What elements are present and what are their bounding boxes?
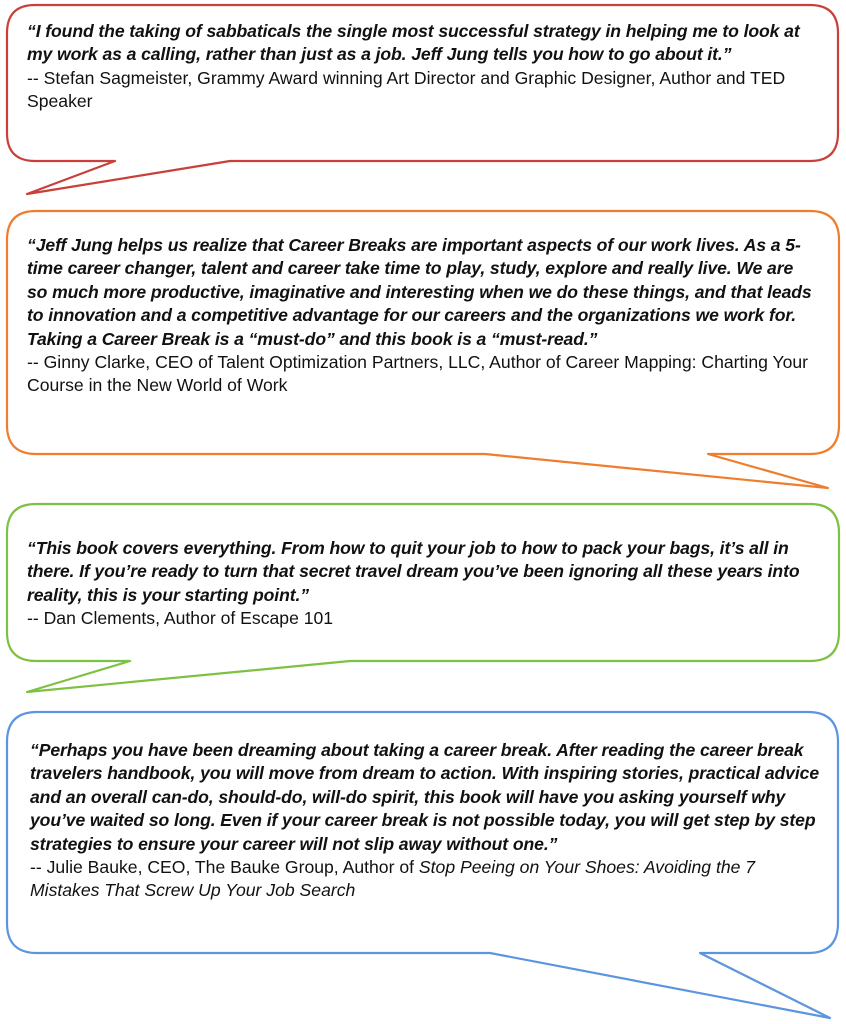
testimonial-2: [27, 234, 817, 398]
testimonial-quote: “This book covers everything. From how to quit your job to how to pack your bags, it’s all in there. If you’re ready to turn that secret travel dream you’ve been ignoring all these years into reality, this is your starting point.”: [27, 538, 800, 605]
testimonial-attribution: [27, 67, 817, 114]
testimonial-1: [27, 20, 817, 114]
testimonial-attribution: [30, 856, 822, 903]
attribution-text: -- Stefan Sagmeister, Grammy Award winning Art Director and Graphic Designer, Author and TED Speaker: [27, 67, 786, 112]
testimonial-attribution: [27, 351, 817, 398]
testimonial-attribution: [27, 607, 817, 630]
attribution-text: -- Ginny Clarke, CEO of Talent Optimization Partners, LLC, Author of Career Mapping: Charting Your Course in the New World of Work: [27, 352, 809, 396]
testimonial-3: [27, 537, 817, 631]
testimonial-quote: “I found the taking of sabbaticals the single most successful strategy in helping me to look at my work as a calling, rather than just as a job. Jeff Jung tells you how to go about it.”: [27, 21, 800, 65]
testimonial-quote: “Jeff Jung helps us realize that Career Breaks are important aspects of our work lives. As a 5-time career changer, talent and career take time to play, study, explore and really live. We are so much more productive, imaginative and interesting when we do these things, and that leads to innovation and a competitive advantage for our careers and the organizations we work for. Taking a Career Break is a “must-do” and this book is a “must-read.”: [27, 235, 812, 349]
attribution-book-title: Stop Peeing on Your Shoes: Avoiding the 7 Mistakes That Screw Up Your Job Search: [30, 857, 756, 901]
testimonial-4: [30, 739, 822, 903]
attribution-text: -- Dan Clements, Author of Escape 101: [27, 608, 334, 629]
attribution-text: -- Julie Bauke, CEO, The Bauke Group, Author of: [30, 857, 419, 878]
testimonial-quote: “Perhaps you have been dreaming about taking a career break. After reading the career break travelers handbook, you will move from dream to action. With inspiring stories, practical advice and an overall can-do, should-do, will-do spirit, this book will have you asking yourself why you’ve waited so long. Even if your career break is not possible today, you will get step by step strategies to ensure your career will not slip away without one.”: [30, 740, 820, 854]
